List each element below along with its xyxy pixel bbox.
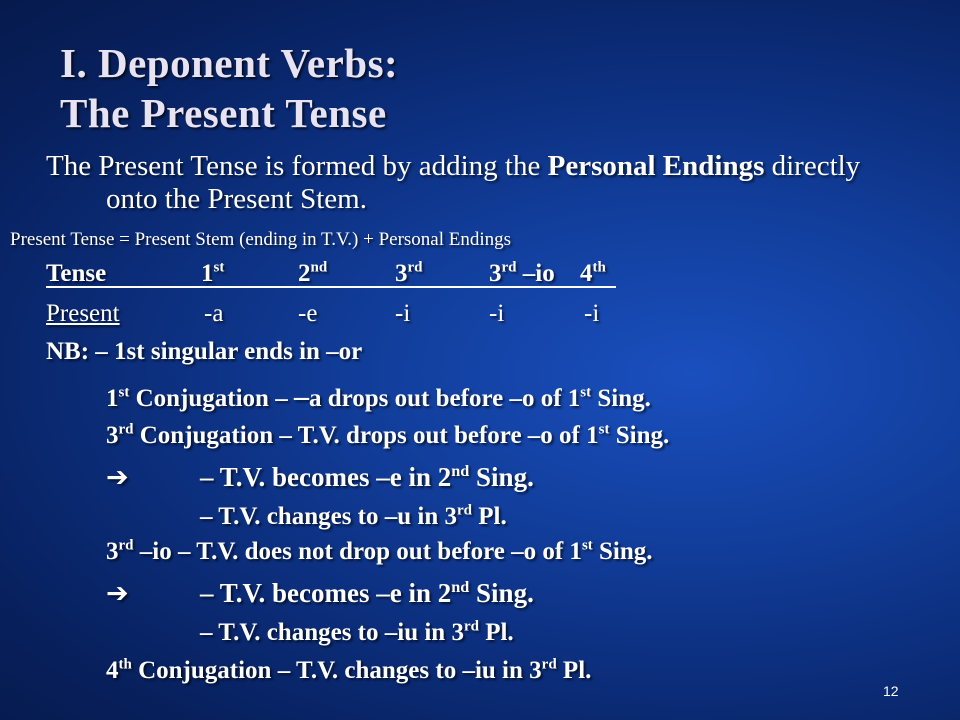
header-3rd-io: 3rd –io (489, 259, 555, 287)
note-1st-conjugation: 1st Conjugation – –a drops out before –o of 1st Sing. (106, 380, 651, 413)
note-4th-conjugation: 4th Conjugation – T.V. changes to –iu in 3rd Pl. (106, 656, 592, 684)
page-number: 12 (883, 683, 899, 699)
present-label: Present (46, 300, 120, 327)
present-ending-3: -i (395, 300, 411, 327)
note-3rd-io-changes-iu: – T.V. changes to –iu in 3rd Pl. (200, 618, 514, 646)
header-2nd: 2nd (298, 259, 328, 287)
formula-line: Present Tense = Present Stem (ending in T.V.) + Personal Endings (10, 229, 512, 250)
header-1st: 1st (201, 259, 225, 287)
present-ending-5: -i (584, 300, 600, 327)
slide-title (60, 38, 398, 138)
note-3rd-conjugation: 3rd Conjugation – T.V. drops out before –o of 1st Sing. (106, 421, 670, 449)
header-tense: Tense (46, 260, 107, 287)
present-ending-4: -i (489, 300, 505, 327)
slide-title-line1: I. Deponent Verbs: (60, 40, 399, 86)
arrow-icon: ➔ (106, 578, 129, 609)
note-3rd-changes-u: – T.V. changes to –u in 3rd Pl. (200, 502, 507, 530)
note-3rd-becomes-e: – T.V. becomes –e in 2nd Sing. (200, 462, 534, 492)
intro-text-pre: The Present Tense is formed by adding the (46, 150, 548, 182)
header-4th: 4th (580, 259, 606, 287)
note-3rd-io-becomes-e: – T.V. becomes –e in 2nd Sing. (200, 578, 534, 608)
intro-bold-term: Personal Endings (547, 150, 765, 182)
present-ending-2: -e (298, 300, 318, 327)
arrow-icon: ➔ (106, 462, 129, 493)
present-ending-1: -a (204, 300, 224, 327)
intro-text-post: directly onto the Present Stem. (106, 150, 861, 215)
note-3rd-io-conjugation: 3rd –io – T.V. does not drop out before –o of 1st Sing. (106, 537, 653, 565)
header-3rd: 3rd (395, 259, 423, 287)
intro-paragraph (46, 150, 906, 216)
slide-title-line2: The Present Tense (60, 90, 387, 136)
nb-note: NB: – 1st singular ends in –or (46, 338, 363, 365)
